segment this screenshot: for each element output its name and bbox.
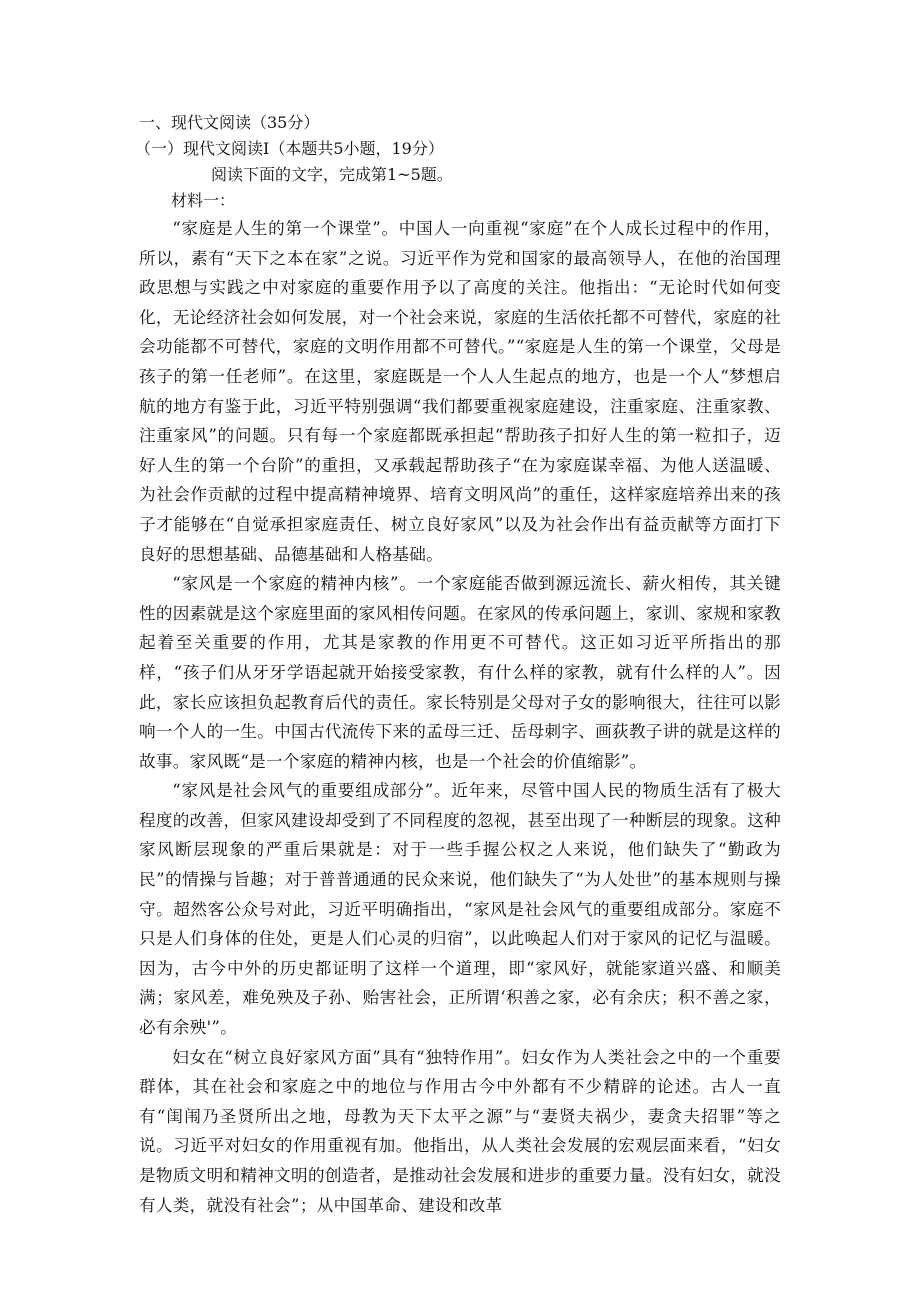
paragraph-3: “家风是社会风气的重要组成部分”。近年来，尽管中国人民的物质生活有了极大程度的改善，但家风建设却受到了不同程度的忽视，甚至出现了一种断层的现象。这种家风断层现象的严重后果就是：对于一些手握公权之人来说，他们缺失了“勤政为民”的情操与旨趣；对于普普通通的民众来说，他们缺失了“为人处世”的基本规则与操守。超然客公众号对此，习近平明确指出，“家风是社会风气的重要组成部分。家庭不只是人们身体的住处，更是人们心灵的归宿”，以此唤起人们对于家风的记忆与温暖。因为，古今中外的历史都证明了这样一个道理，即“家风好，就能家道兴盛、和顺美满；家风差，难免殃及子孙、贻害社会，正所谓‘积善之家，必有余庆；积不善之家，必有余殃'”。 bbox=[139, 781, 781, 1038]
document-page bbox=[135, 110, 781, 1220]
section-subtitle: （一）现代文阅读Ⅰ（本题共5小题，19分） bbox=[135, 139, 444, 158]
paragraph-1: “家庭是人生的第一个课堂”。中国人一向重视“家庭”在个人成长过程中的作用，所以，素有“天下之本在家”之说。习近平作为党和国家的最高领导人，在他的治国理政思想与实践之中对家庭的重要作用予以了高度的关注。他指出：“无论时代如何变化，无论经济社会如何发展，对一个社会来说，家庭的生活依托都不可替代，家庭的社会功能都不可替代，家庭的文明作用都不可替代。”“家庭是人生的第一个课堂，父母是孩子的第一任老师”。在这里，家庭既是一个人人生起点的地方，也是一个人“梦想启航的地方有鉴于此，习近平特别强调“我们都要重视家庭建设，注重家庭、注重家教、注重家风”的问题。只有每一个家庭都既承担起“帮助孩子扣好人生的第一粒扣子，迈好人生的第一个台阶”的重担，又承载起帮助孩子“在为家庭谋幸福、为他人送温暖、为社会作贡献的过程中提高精神境界、培育文明风尚”的重任，这样家庭培养出来的孩子才能够在“自觉承担家庭责任、树立良好家风”以及为社会作出有益贡献等方面打下良好的思想基础、品德基础和人格基础。 bbox=[139, 219, 781, 564]
paragraph-4: 妇女在“树立良好家风方面”具有“独特作用”。妇女作为人类社会之中的一个重要群体，其在社会和家庭之中的地位与作用古今中外都有不少精辟的论述。古人一直有“闺闱乃圣贤所出之地，母教为天下太平之源”与“妻贤夫祸少，妻贪夫招罪”等之说。习近平对妇女的作用重视有加。他指出，从人类社会发展的宏观层面来看，“妇女是物质文明和精神文明的创造者，是推动社会发展和进步的重要力量。没有妇女，就没有人类，就没有社会”；从中国革命、建设和改革 bbox=[139, 1047, 781, 1215]
paragraph-2: “家风是一个家庭的精神内核”。一个家庭能否做到源远流长、薪火相传，其关键性的因素就是这个家庭里面的家风相传问题。在家风的传承问题上，家训、家规和家教起着至关重要的作用，尤其是家教的作用更不可替代。这正如习近平所指出的那样，“孩子们从牙牙学语起就开始接受家教，有什么样的家教，就有什么样的人”。因此，家长应该担负起教育后代的责任。家长特别是父母对子女的影响很大，往往可以影响一个人的一生。中国古代流传下来的孟母三迁、岳母刺字、画荻教子讲的就是这样的故事。家风既“是一个家庭的精神内核，也是一个社会的价值缩影”。 bbox=[139, 574, 781, 771]
instruction-text: 阅读下面的文字，完成第1~5题。 bbox=[211, 165, 453, 184]
material-label: 材料一： bbox=[171, 191, 236, 210]
section-title: 一、现代文阅读（35分） bbox=[139, 113, 320, 132]
